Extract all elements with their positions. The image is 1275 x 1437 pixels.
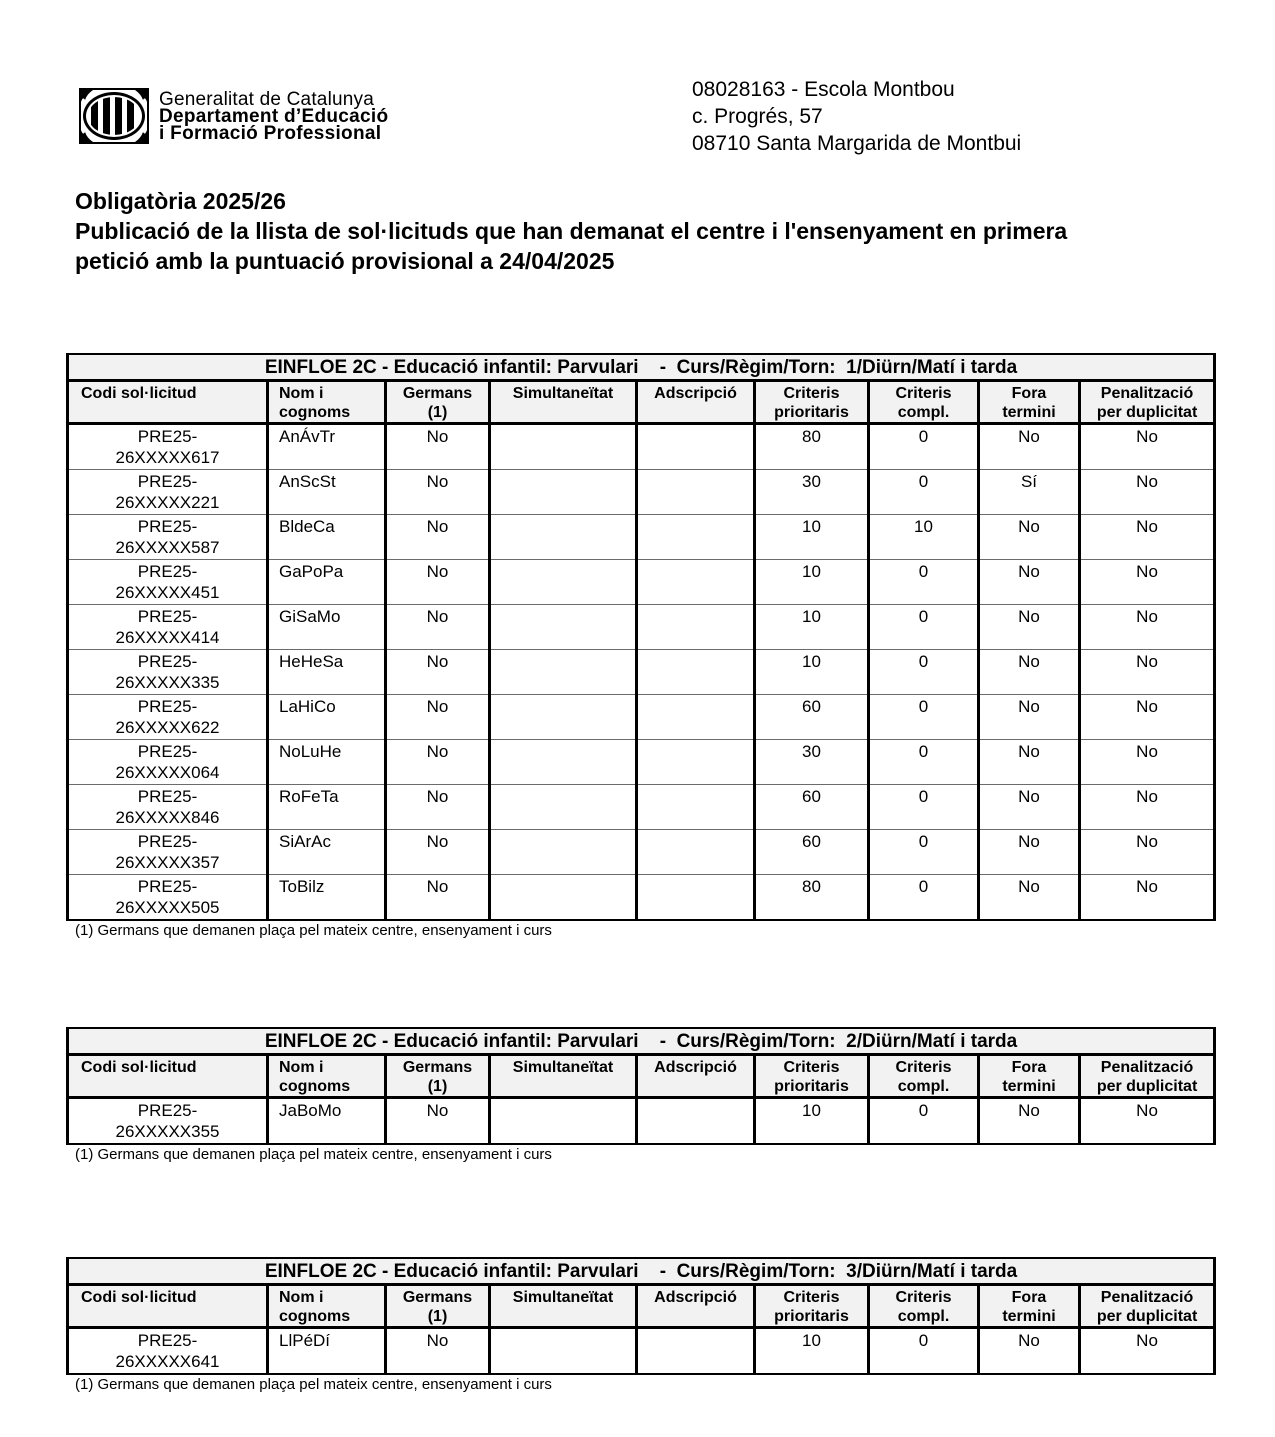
cell-criteris-compl: 0 [869,1098,979,1145]
col-adscripcio: Adscripció [637,381,755,424]
cell-fora-termini: No [979,740,1080,785]
footnote: (1) Germans que demanen plaça pel mateix centre, ensenyament i curs [75,1376,552,1393]
cell-criteris-compl: 0 [869,785,979,830]
cell-criteris-prioritaris: 60 [755,830,869,875]
school-address-block [692,76,1021,157]
cell-criteris-prioritaris: 10 [755,605,869,650]
cell-simultaneitat [490,424,637,470]
catalonia-emblem-icon [79,88,149,144]
logo-department-text-2: i Formació Professional [159,122,382,144]
table-title: EINFLOE 2C - Educació infantil: Parvulari - Curs/Règim/Torn: 2/Diürn/Matí i tarda [68,1028,1215,1055]
col-criteris-compl: Criteris compl. [869,381,979,424]
col-adscripcio: Adscripció [637,1285,755,1328]
col-criteris-prioritaris: Criteris prioritaris [755,381,869,424]
col-simultaneitat: Simultaneïtat [490,381,637,424]
cell-penalitzacio: No [1080,830,1215,875]
table-body [68,424,1215,921]
cell-adscripcio [637,785,755,830]
cell-germans: No [386,650,490,695]
cell-germans: No [386,605,490,650]
cell-criteris-prioritaris: 30 [755,740,869,785]
col-criteris-prioritaris: Criteris prioritaris [755,1055,869,1098]
cell-codi: PRE25- 26XXXXX355 [68,1098,268,1145]
cell-simultaneitat [490,470,637,515]
cell-germans: No [386,424,490,470]
cell-fora-termini: No [979,650,1080,695]
col-simultaneitat: Simultaneïtat [490,1055,637,1098]
cell-criteris-compl: 0 [869,740,979,785]
cell-nom: SiArAc [268,830,386,875]
col-criteris-compl: Criteris compl. [869,1055,979,1098]
cell-nom: LlPéDí [268,1328,386,1375]
logo-department-text: Departament d’Educació [159,105,389,127]
col-germans: Germans (1) [386,381,490,424]
col-nom: Nom i cognoms [268,1285,386,1328]
cell-criteris-compl: 0 [869,830,979,875]
col-criteris-prioritaris: Criteris prioritaris [755,1285,869,1328]
cell-criteris-prioritaris: 10 [755,560,869,605]
cell-germans: No [386,1098,490,1145]
logo-generalitat-text: Generalitat de Catalunya [159,88,374,110]
cell-adscripcio [637,740,755,785]
cell-penalitzacio: No [1080,515,1215,560]
cell-germans: No [386,785,490,830]
col-germans: Germans (1) [386,1285,490,1328]
col-fora-termini: Fora termini [979,1055,1080,1098]
cell-criteris-prioritaris: 10 [755,515,869,560]
col-fora-termini: Fora termini [979,381,1080,424]
cell-adscripcio [637,650,755,695]
cell-criteris-compl: 0 [869,875,979,921]
cell-germans: No [386,515,490,560]
col-fora-termini: Fora termini [979,1285,1080,1328]
generalitat-logo [79,87,489,145]
cell-nom: LaHiCo [268,695,386,740]
table-row [68,650,1215,695]
cell-criteris-prioritaris: 10 [755,650,869,695]
school-code-name: 08028163 - Escola Montbou [692,78,955,101]
col-penalitzacio: Penalització per duplicitat [1080,381,1215,424]
table-row [68,1328,1215,1375]
table-row [68,515,1215,560]
cell-germans: No [386,695,490,740]
cell-codi: PRE25- 26XXXXX641 [68,1328,268,1375]
table-body [68,1098,1215,1145]
cell-codi: PRE25- 26XXXXX221 [68,470,268,515]
cell-fora-termini: No [979,1098,1080,1145]
cell-adscripcio [637,605,755,650]
applications-table-course-3 [66,1257,1216,1375]
cell-penalitzacio: No [1080,1098,1215,1145]
cell-germans: No [386,560,490,605]
cell-adscripcio [637,875,755,921]
col-nom: Nom i cognoms [268,381,386,424]
cell-germans: No [386,470,490,515]
table-row [68,695,1215,740]
cell-simultaneitat [490,785,637,830]
cell-codi: PRE25- 26XXXXX414 [68,605,268,650]
document-title-line-2: petició amb la puntuació provisional a 24/04/2025 [75,248,615,274]
cell-nom: AnScSt [268,470,386,515]
cell-nom: GaPoPa [268,560,386,605]
cell-penalitzacio: No [1080,740,1215,785]
table-row [68,875,1215,921]
cell-codi: PRE25- 26XXXXX505 [68,875,268,921]
cell-criteris-compl: 0 [869,560,979,605]
cell-fora-termini: No [979,560,1080,605]
course-1-section [66,353,1213,940]
cell-simultaneitat [490,560,637,605]
table-body [68,1328,1215,1375]
cell-fora-termini: No [979,875,1080,921]
cell-criteris-compl: 0 [869,605,979,650]
cell-fora-termini: No [979,830,1080,875]
col-germans: Germans (1) [386,1055,490,1098]
cell-simultaneitat [490,830,637,875]
table-header-row [68,1285,1215,1328]
cell-criteris-prioritaris: 60 [755,785,869,830]
cell-fora-termini: No [979,424,1080,470]
cell-criteris-compl: 0 [869,1328,979,1375]
cell-nom: ToBilz [268,875,386,921]
cell-codi: PRE25- 26XXXXX357 [68,830,268,875]
cell-penalitzacio: No [1080,875,1215,921]
cell-adscripcio [637,1328,755,1375]
cell-adscripcio [637,424,755,470]
table-row [68,1098,1215,1145]
cell-criteris-compl: 0 [869,650,979,695]
cell-penalitzacio: No [1080,424,1215,470]
cell-criteris-compl: 0 [869,424,979,470]
school-street: c. Progrés, 57 [692,105,823,128]
cell-nom: HeHeSa [268,650,386,695]
document-title-line-1: Publicació de la llista de sol·licituds que han demanat el centre i l'ensenyament en primera [75,218,1068,244]
cell-nom: JaBoMo [268,1098,386,1145]
cell-codi: PRE25- 26XXXXX617 [68,424,268,470]
table-header-row [68,381,1215,424]
table-row [68,785,1215,830]
cell-criteris-prioritaris: 30 [755,470,869,515]
table-row [68,830,1215,875]
table-row [68,424,1215,470]
table-row [68,605,1215,650]
course-2-section [66,1027,1213,1164]
cell-criteris-prioritaris: 10 [755,1328,869,1375]
cell-simultaneitat [490,740,637,785]
cell-codi: PRE25- 26XXXXX846 [68,785,268,830]
cell-adscripcio [637,830,755,875]
table-row [68,560,1215,605]
footnote: (1) Germans que demanen plaça pel mateix centre, ensenyament i curs [75,922,552,939]
cell-penalitzacio: No [1080,605,1215,650]
cell-penalitzacio: No [1080,1328,1215,1375]
cell-fora-termini: No [979,785,1080,830]
cell-penalitzacio: No [1080,695,1215,740]
cell-fora-termini: No [979,1328,1080,1375]
cell-nom: GiSaMo [268,605,386,650]
col-simultaneitat: Simultaneïtat [490,1285,637,1328]
cell-nom: RoFeTa [268,785,386,830]
cell-adscripcio [637,515,755,560]
cell-criteris-compl: 0 [869,695,979,740]
table-row [68,740,1215,785]
cell-germans: No [386,1328,490,1375]
cell-penalitzacio: No [1080,470,1215,515]
cell-simultaneitat [490,875,637,921]
table-title: EINFLOE 2C - Educació infantil: Parvulari - Curs/Règim/Torn: 3/Diürn/Matí i tarda [68,1258,1215,1285]
cell-adscripcio [637,695,755,740]
cell-germans: No [386,830,490,875]
cell-nom: AnÁvTr [268,424,386,470]
cell-simultaneitat [490,515,637,560]
cell-fora-termini: No [979,695,1080,740]
cell-nom: BldeCa [268,515,386,560]
document-year-title: Obligatòria 2025/26 [75,188,286,214]
cell-nom: NoLuHe [268,740,386,785]
col-codi: Codi sol·licitud [68,1055,268,1098]
cell-criteris-prioritaris: 10 [755,1098,869,1145]
cell-germans: No [386,875,490,921]
cell-simultaneitat [490,1098,637,1145]
cell-fora-termini: No [979,605,1080,650]
cell-criteris-compl: 0 [869,470,979,515]
cell-simultaneitat [490,695,637,740]
school-city: 08710 Santa Margarida de Montbui [692,132,1022,155]
col-nom: Nom i cognoms [268,1055,386,1098]
col-penalitzacio: Penalització per duplicitat [1080,1055,1215,1098]
cell-codi: PRE25- 26XXXXX587 [68,515,268,560]
col-criteris-compl: Criteris compl. [869,1285,979,1328]
course-3-section [66,1257,1213,1394]
cell-codi: PRE25- 26XXXXX335 [68,650,268,695]
cell-criteris-prioritaris: 80 [755,875,869,921]
col-codi: Codi sol·licitud [68,1285,268,1328]
cell-criteris-compl: 10 [869,515,979,560]
applications-table-course-2 [66,1027,1216,1145]
cell-penalitzacio: No [1080,560,1215,605]
table-row [68,470,1215,515]
cell-codi: PRE25- 26XXXXX451 [68,560,268,605]
col-codi: Codi sol·licitud [68,381,268,424]
table-title: EINFLOE 2C - Educació infantil: Parvulari - Curs/Règim/Torn: 1/Diürn/Matí i tarda [68,354,1215,381]
footnote: (1) Germans que demanen plaça pel mateix centre, ensenyament i curs [75,1146,552,1163]
cell-codi: PRE25- 26XXXXX622 [68,695,268,740]
cell-criteris-prioritaris: 80 [755,424,869,470]
applications-table-course-1 [66,353,1216,921]
cell-simultaneitat [490,1328,637,1375]
cell-criteris-prioritaris: 60 [755,695,869,740]
cell-simultaneitat [490,650,637,695]
cell-fora-termini: Sí [979,470,1080,515]
table-header-row [68,1055,1215,1098]
cell-adscripcio [637,560,755,605]
cell-adscripcio [637,1098,755,1145]
cell-adscripcio [637,470,755,515]
cell-penalitzacio: No [1080,650,1215,695]
cell-codi: PRE25- 26XXXXX064 [68,740,268,785]
document-title-block [75,186,1195,276]
cell-simultaneitat [490,605,637,650]
col-adscripcio: Adscripció [637,1055,755,1098]
cell-penalitzacio: No [1080,785,1215,830]
col-penalitzacio: Penalització per duplicitat [1080,1285,1215,1328]
cell-germans: No [386,740,490,785]
cell-fora-termini: No [979,515,1080,560]
